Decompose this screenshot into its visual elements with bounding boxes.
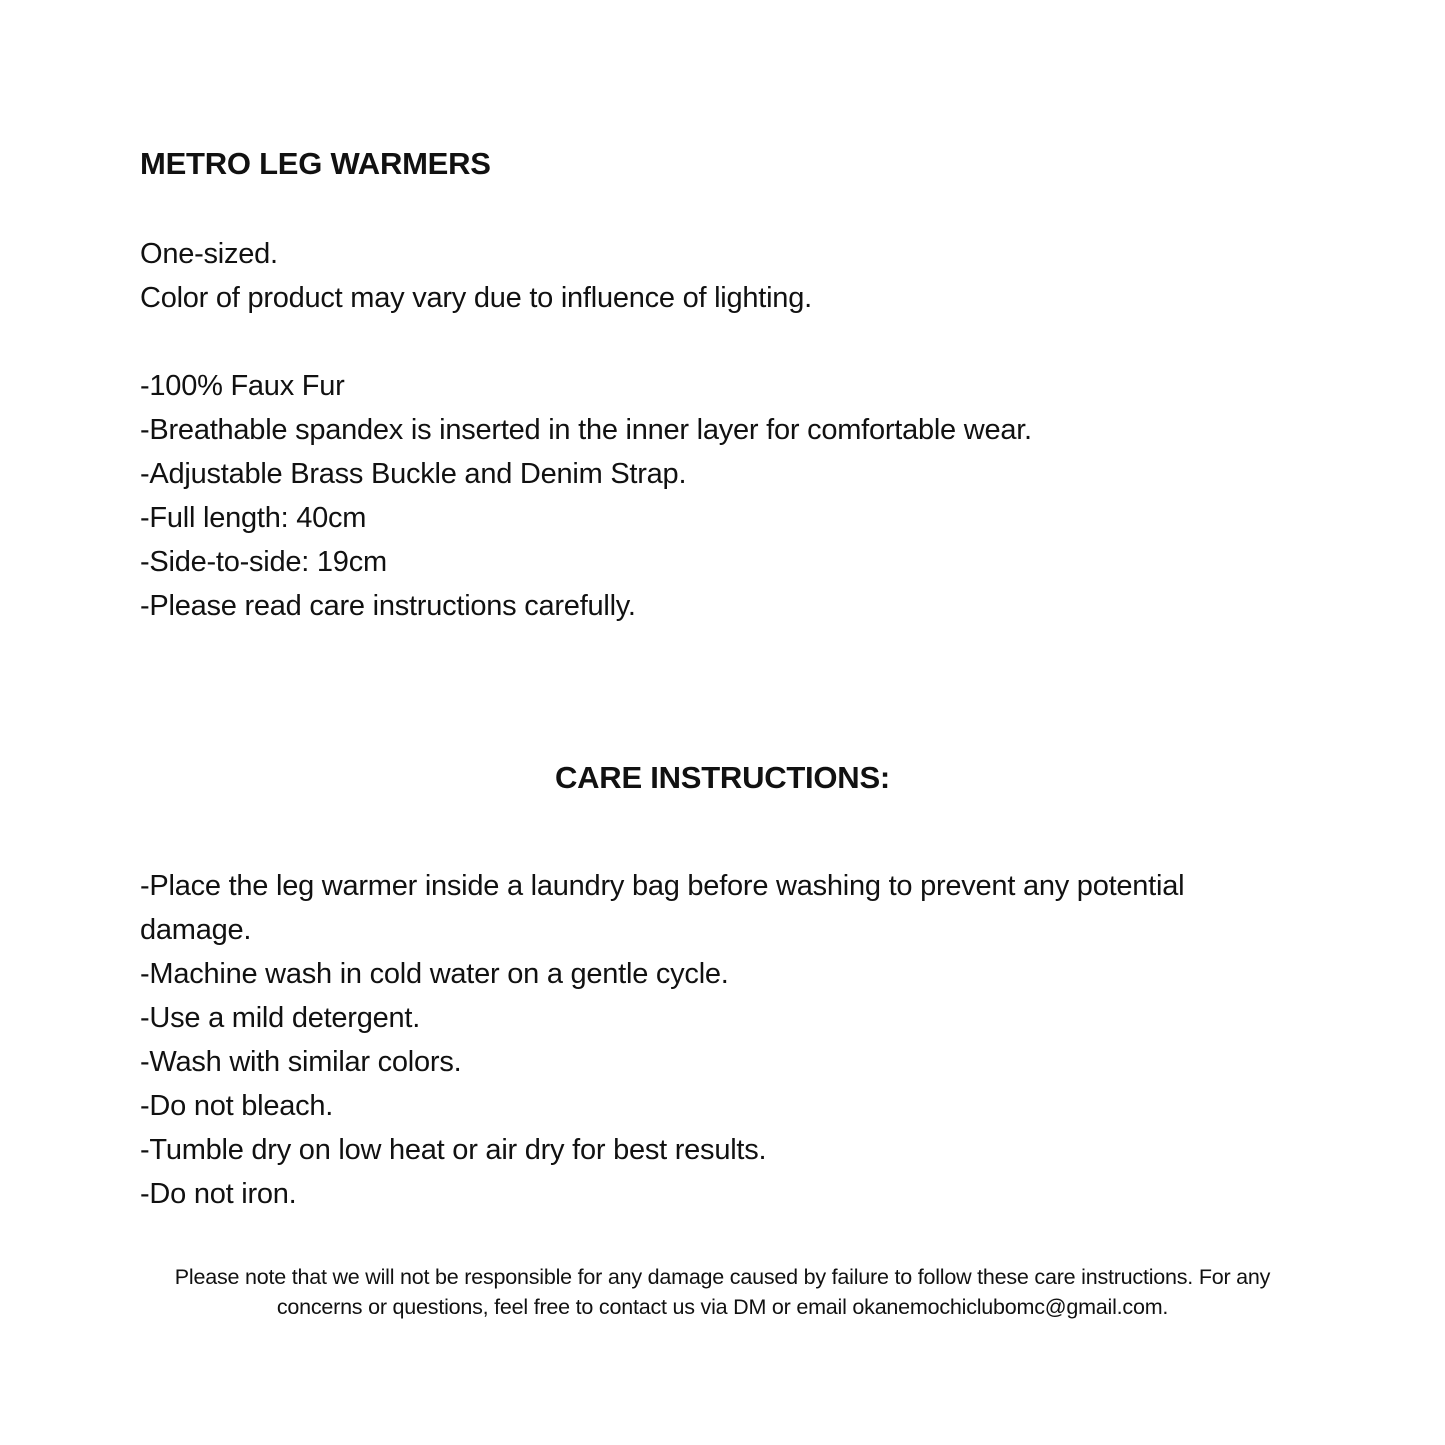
list-item: -Side-to-side: 19cm [140,546,387,578]
disclaimer-note: Please note that we will not be responsible for any damage caused by failure to follow these care instructions. For any concerns or questions, feel free to contact us via DM or email okanemochiclubomc@gmail.com. [174,1265,1271,1319]
list-item: -Tumble dry on low heat or air dry for best results. [140,1134,767,1166]
list-item: -Breathable spandex is inserted in the inner layer for comfortable wear. [140,414,1032,446]
product-color-note: Color of product may vary due to influence of lighting. [140,282,812,314]
list-item: -Please read care instructions carefully. [140,590,636,622]
care-instructions-heading: CARE INSTRUCTIONS: [555,760,890,795]
list-item: -Do not iron. [140,1178,297,1210]
product-sizing-note: One-sized. [140,238,278,270]
list-item: -Use a mild detergent. [140,1002,421,1034]
list-item: -Wash with similar colors. [140,1046,462,1078]
product-details-list [140,364,1305,628]
list-item: -Full length: 40cm [140,502,367,534]
product-title: METRO LEG WARMERS [140,146,491,181]
list-item: -Do not bleach. [140,1090,334,1122]
care-instructions-list [140,864,1305,1216]
list-item: -Adjustable Brass Buckle and Denim Strap. [140,458,687,490]
list-item: -Place the leg warmer inside a laundry bag before washing to prevent any potential damage. [140,870,1185,946]
list-item: -100% Faux Fur [140,370,345,402]
list-item: -Machine wash in cold water on a gentle cycle. [140,958,729,990]
